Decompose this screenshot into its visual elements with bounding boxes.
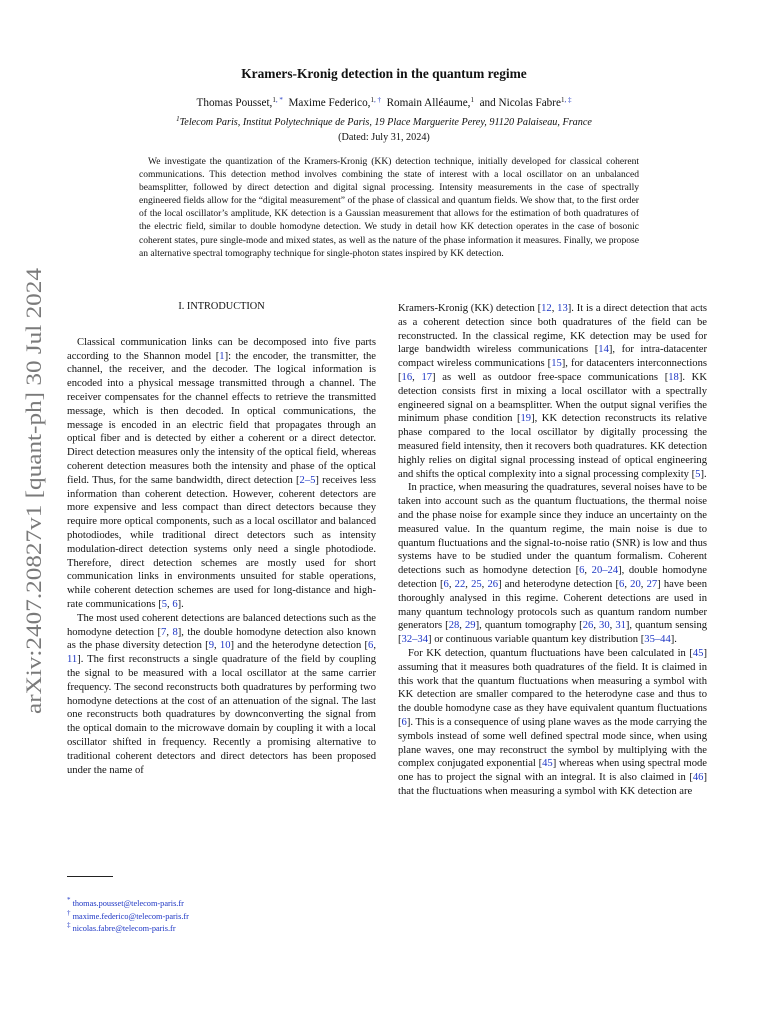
paragraph: In practice, when measuring the quadratures, several noises have to be taken into account such as the quantum fluctuations, the thermal noise and the phase noise for example since they induce an uncertainty on the measured value. In the quantum regime, the main noise is due to quantum fluctuations and the signal-to-noise ratio (SNR) is low and thus systems have to be studied under the quantum formalism. Coherent detections such as homodyne detection [6, 20–24], double homodyne detection [6, 22, 25, 26] and heterodyne detection [6, 20, 27] have been thoroughly analysed in this regime. Coherent detections are used in many quantum technology protocols such as quantum random number generators [28, 29], quantum tomography [26, 30, 31], quantum sensing [32–34] or continuous variable quantum key distribution [35–44]. bbox=[398, 482, 708, 646]
citation-link[interactable]: 8 bbox=[172, 626, 178, 638]
arxiv-stamp bbox=[14, 262, 50, 722]
citation-link[interactable]: 6 bbox=[172, 598, 178, 610]
footnote bbox=[67, 908, 189, 924]
citation-link[interactable]: 27 bbox=[646, 578, 658, 590]
citation-link[interactable]: 45 bbox=[542, 758, 553, 770]
footnote-email[interactable]: thomas.pousset@telecom-paris.fr bbox=[72, 899, 184, 908]
paragraph: For KK detection, quantum fluctuations have been calculated in [45] assuming that it measures both quadratures of the field. It is claimed in this work that the quantum fluctuations when measuring a symbol with KK detection are smaller compared to the heterodyne case and thus to the double homodyne case as they have equivalent quantum fluctuations [6]. This is a consequence of using plane waves as the mode carrying the symbols instead of some well defined spectral mode since, when using plane waves, one may reconstruct the symbol by multiplying with the complex conjugated exponential [45] whereas when using spectral mode one has to project the signal with an integral. It is also claimed in [46] that the fluctuations when measuring a symbol with KK detection are bbox=[398, 647, 707, 797]
citation-link[interactable]: 9 bbox=[208, 640, 214, 652]
citation-link[interactable]: 11 bbox=[67, 654, 78, 666]
citation-link[interactable]: 15 bbox=[551, 358, 562, 370]
citation-link[interactable]: 1 bbox=[219, 350, 225, 362]
affiliation-text: Telecom Paris, Institut Polytechnique de Paris, 19 Place Marguerite Perey, 91120 Palaiseau, France bbox=[179, 117, 592, 128]
footnote-rule bbox=[67, 876, 113, 877]
author-marks: 1, * bbox=[272, 96, 283, 104]
citation-link[interactable]: 2–5 bbox=[299, 474, 316, 486]
left-column bbox=[67, 300, 376, 777]
citation-link[interactable]: 16 bbox=[401, 371, 413, 383]
footnote bbox=[67, 923, 189, 936]
footnote-mark: * bbox=[67, 896, 71, 904]
citation-link[interactable]: 7 bbox=[161, 626, 167, 638]
paper-title: Kramers-Kronig detection in the quantum regime bbox=[241, 66, 527, 81]
paragraph: The most used coherent detections are balanced detections such as the homodyne detection [7, 8], the double homodyne detection also known as the phase diversity detection [9, 10] and the heterodyne detection [6, 11]. The first reconstructs a single quadrature of the field by coupling the signal to be measured with a local oscillator at the same carrier frequency. The second reconstructs both quadratures by performing two homodyne detections at the cost of an attenuation of the signal. The last one reconstructs both quadratures by downconverting the signal from the optical domain to the microwave domain by coupling it with a local oscillator shifted in frequency. Recently a promising alternative to traditional coherent detectors and direct detectors has been proposed under the name of bbox=[67, 612, 377, 776]
author-name: Thomas Pousset, bbox=[196, 97, 273, 109]
section-heading: I. INTRODUCTION bbox=[178, 301, 265, 312]
affiliation-mark: 1 bbox=[176, 115, 180, 123]
citation-link[interactable]: 6 bbox=[619, 578, 625, 590]
footnote bbox=[67, 898, 189, 911]
citation-link[interactable]: 20 bbox=[630, 578, 641, 590]
footnote-email[interactable]: maxime.federico@telecom-paris.fr bbox=[72, 911, 189, 921]
citation-link[interactable]: 45 bbox=[692, 647, 704, 659]
footnotes bbox=[67, 898, 189, 936]
date-line: (Dated: July 31, 2024) bbox=[338, 132, 430, 143]
citation-link[interactable]: 31 bbox=[615, 620, 626, 632]
right-column bbox=[398, 302, 707, 799]
citation-link[interactable]: 20–24 bbox=[591, 565, 619, 577]
citation-link[interactable]: 22 bbox=[454, 578, 466, 590]
citation-link[interactable]: 26 bbox=[487, 578, 499, 590]
arxiv-stamp-svg bbox=[14, 262, 50, 722]
citation-link[interactable]: 6 bbox=[368, 640, 374, 652]
footnote-email[interactable]: nicolas.fabre@telecom-paris.fr bbox=[72, 924, 176, 934]
citation-link[interactable]: 26 bbox=[582, 620, 594, 632]
citation-link[interactable]: 6 bbox=[443, 578, 449, 590]
citation-link[interactable]: 46 bbox=[692, 772, 704, 784]
abstract: We investigate the quantization of the Kramers-Kronig (KK) detection technique, initially developed for classical coherent communications. This detection method involves combining the state of interest with a local oscillator on an unbalanced beamsplitter, followed by direct detection and digital signal processing. Intensity measurements in the case of spectrally engineered fields allow for the “digital measurement” of the phase of classical and quantum fields. We show that, to the first order of the local oscillator’s amplitude, KK detection is a Gaussian measurement that allows for the estimation of both quadratures of the electric field, similar to double homodyne detection. We study in detail how KK detection operates in the case of bosonic coherent states, pure single-mode and mixed states, as well as the nature of the phase information it measures. Finally, we propose an alternative spectral tomography technique for single-photon states inspired by KK detection. bbox=[139, 156, 639, 259]
citation-link[interactable]: 18 bbox=[668, 371, 679, 383]
citation-link[interactable]: 12 bbox=[541, 303, 552, 314]
paragraph: Classical communication links can be decomposed into five parts according to the Shannon model [1]: the encoder, the transmitter, the channel, the receiver, and the decoder. The logical information is encoded into a physical message transmitted through a channel. The receiver compensates for the channel effects to retrieve the transmitted message, which is then decoded. In optical communications, the message is encoded in an electric field that propagates through an optical fiber and is detected by either a coherent or a direct detector. Direct detection measures only the intensity of the optical field, whereas coherent detection measures both the intensity and phase of the optical field. Thus, for the same bandwidth, direct detection [2–5] receives less information than coherent detection. However, coherent detectors are more expensive and less compact than direct detectors because they require more optical components, such as a local oscillator and balanced photodiodes, while traditional direct detectors such as intensity modulation-direct detection systems only need a single photodiode. Therefore, direct detection schemes are mostly used for short communication links in environments unsuited for stable operations, while coherent detection schemes are used for long-distance and high-rate communications [5, 6]. bbox=[67, 336, 377, 610]
arxiv-stamp-text: arXiv:2407.20827v1 [quant-ph] 30 Jul 2024 bbox=[21, 324, 46, 714]
author-marks: 1, ‡ bbox=[560, 96, 572, 104]
citation-link[interactable]: 29 bbox=[465, 620, 476, 632]
author-marks: 1 bbox=[470, 96, 474, 104]
citation-link[interactable]: 5 bbox=[695, 468, 701, 480]
author-name: Romain Alléaume, bbox=[386, 97, 471, 109]
affiliation bbox=[0, 117, 768, 128]
citation-link[interactable]: 17 bbox=[421, 371, 433, 383]
author-marks: 1, † bbox=[370, 96, 381, 104]
footnote-mark: † bbox=[67, 908, 71, 917]
paragraph: Kramers-Kronig (KK) detection [12, 13]. It is a direct detection that acts as a coherent detection since both quadratures of the field can be reconstructed. In the classical regime, KK detection may be used for large bandwidth wireless communications [14], for intra-datacenter compact wireless communications [15], for datacenters interconnections [16, 17] as well as outdoor free-space communications [18]. KK detection consists first in mixing a local oscillator with a spectrally engineered signal on a beamsplitter. When the output signal verifies the minimum phase condition [19], KK detection reconstructs its relative phase compared to the local oscillator by digitally processing the measured field intensity, then it recovers both quadratures. KK detection highly relies on digital signal processing instead of optical engineering and shifts the optical complexity into a signal processing complexity [5]. bbox=[398, 303, 708, 480]
citation-link[interactable]: 30 bbox=[599, 620, 610, 632]
citation-link[interactable]: 10 bbox=[219, 640, 231, 652]
author-name: Maxime Federico, bbox=[288, 97, 371, 109]
footnote-mark: ‡ bbox=[67, 921, 71, 930]
citation-link[interactable]: 5 bbox=[161, 598, 168, 610]
citation-link[interactable]: 14 bbox=[598, 344, 609, 356]
citation-link[interactable]: 6 bbox=[579, 565, 585, 577]
citation-link[interactable]: 6 bbox=[401, 716, 407, 728]
author-name: and Nicolas Fabre bbox=[479, 97, 561, 109]
citation-link[interactable]: 19 bbox=[520, 413, 532, 425]
citation-link[interactable]: 25 bbox=[471, 578, 482, 590]
citation-link[interactable]: 28 bbox=[448, 620, 460, 632]
author-list bbox=[0, 97, 768, 109]
citation-link[interactable]: 13 bbox=[557, 303, 568, 314]
citation-link[interactable]: 32–34 bbox=[401, 634, 429, 646]
citation-link[interactable]: 35–44 bbox=[644, 634, 671, 646]
